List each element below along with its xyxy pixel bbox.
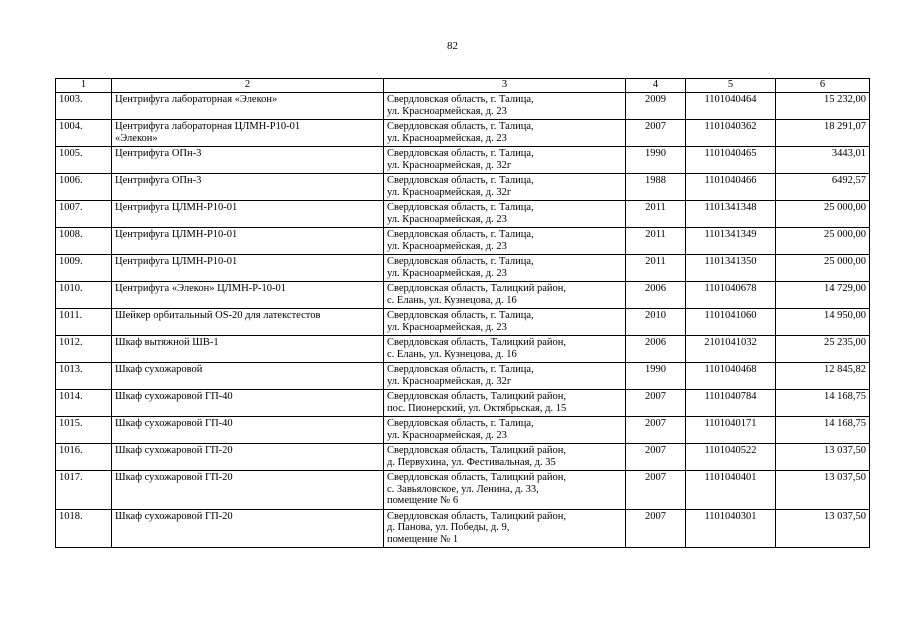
column-header: 4: [626, 79, 686, 93]
item-year: 1990: [626, 147, 686, 174]
row-number: 1013.: [56, 363, 112, 390]
item-value: 18 291,07: [776, 120, 870, 147]
column-header: 2: [112, 79, 384, 93]
table-row: [56, 509, 870, 548]
row-number: 1015.: [56, 417, 112, 444]
table-row: [56, 390, 870, 417]
row-number: 1007.: [56, 201, 112, 228]
item-address: Свердловская область, Талицкий район, с. Елань, ул. Кузнецова, д. 16: [384, 336, 626, 363]
inventory-number: 1101040401: [686, 471, 776, 510]
item-value: 13 037,50: [776, 509, 870, 548]
table-row: [56, 228, 870, 255]
item-name: Шкаф вытяжной ШВ-1: [112, 336, 384, 363]
item-address: Свердловская область, г. Талица, ул. Красноармейская, д. 23: [384, 228, 626, 255]
table-row: [56, 93, 870, 120]
item-name: Центрифуга ОПн-3: [112, 174, 384, 201]
inventory-number: 1101040522: [686, 444, 776, 471]
item-value: 3443,01: [776, 147, 870, 174]
item-address: Свердловская область, г. Талица, ул. Красноармейская, д. 32г: [384, 363, 626, 390]
item-name: Шкаф сухожаровой: [112, 363, 384, 390]
row-number: 1009.: [56, 255, 112, 282]
item-value: 12 845,82: [776, 363, 870, 390]
item-year: 2007: [626, 120, 686, 147]
item-value: 14 729,00: [776, 282, 870, 309]
item-name: Шейкер орбитальный OS-20 для латекстестов: [112, 309, 384, 336]
row-number: 1003.: [56, 93, 112, 120]
item-name: Центрифуга ЦЛМН-Р10-01: [112, 255, 384, 282]
table-row: [56, 120, 870, 147]
inventory-number: 1101040301: [686, 509, 776, 548]
table-row: [56, 282, 870, 309]
item-address: Свердловская область, Талицкий район, пос. Пионерский, ул. Октябрьская, д. 15: [384, 390, 626, 417]
inventory-number: 1101040678: [686, 282, 776, 309]
item-address: Свердловская область, Талицкий район, с. Завьяловское, ул. Ленина, д. 33, помещение № 6: [384, 471, 626, 510]
inventory-number: 1101341349: [686, 228, 776, 255]
inventory-number: 1101341350: [686, 255, 776, 282]
item-address: Свердловская область, г. Талица, ул. Красноармейская, д. 32г: [384, 174, 626, 201]
row-number: 1014.: [56, 390, 112, 417]
item-address: Свердловская область, г. Талица, ул. Красноармейская, д. 23: [384, 93, 626, 120]
inventory-number: 1101040362: [686, 120, 776, 147]
item-year: 1990: [626, 363, 686, 390]
item-name: Шкаф сухожаровой ГП-40: [112, 390, 384, 417]
item-year: 2007: [626, 471, 686, 510]
item-value: 14 168,75: [776, 417, 870, 444]
item-year: 2006: [626, 282, 686, 309]
table-row: [56, 444, 870, 471]
property-registry-table: [55, 78, 870, 548]
row-number: 1008.: [56, 228, 112, 255]
table-row: [56, 309, 870, 336]
item-address: Свердловская область, Талицкий район, д. Панова, ул. Победы, д. 9, помещение № 1: [384, 509, 626, 548]
inventory-number: 1101040171: [686, 417, 776, 444]
item-address: Свердловская область, г. Талица, ул. Красноармейская, д. 23: [384, 255, 626, 282]
item-name: Центрифуга лабораторная «Элекон»: [112, 93, 384, 120]
table-header-row: [56, 79, 870, 93]
item-year: 2007: [626, 509, 686, 548]
inventory-number: 2101041032: [686, 336, 776, 363]
column-header: 6: [776, 79, 870, 93]
row-number: 1005.: [56, 147, 112, 174]
item-name: Шкаф сухожаровой ГП-20: [112, 471, 384, 510]
item-value: 13 037,50: [776, 471, 870, 510]
item-year: 2007: [626, 444, 686, 471]
row-number: 1012.: [56, 336, 112, 363]
item-year: 2009: [626, 93, 686, 120]
row-number: 1018.: [56, 509, 112, 548]
item-address: Свердловская область, г. Талица, ул. Красноармейская, д. 23: [384, 120, 626, 147]
row-number: 1017.: [56, 471, 112, 510]
table-row: [56, 147, 870, 174]
item-year: 1988: [626, 174, 686, 201]
item-name: Центрифуга лабораторная ЦЛМН-Р10-01 «Элекон»: [112, 120, 384, 147]
item-value: 6492,57: [776, 174, 870, 201]
item-value: 14 950,00: [776, 309, 870, 336]
inventory-number: 1101040465: [686, 147, 776, 174]
item-name: Шкаф сухожаровой ГП-20: [112, 444, 384, 471]
item-address: Свердловская область, г. Талица, ул. Красноармейская, д. 32г: [384, 147, 626, 174]
inventory-number: 1101040468: [686, 363, 776, 390]
item-name: Центрифуга ЦЛМН-Р10-01: [112, 228, 384, 255]
inventory-number: 1101041060: [686, 309, 776, 336]
item-name: Центрифуга ЦЛМН-Р10-01: [112, 201, 384, 228]
item-name: Центрифуга «Элекон» ЦЛМН-Р-10-01: [112, 282, 384, 309]
column-header: 1: [56, 79, 112, 93]
item-address: Свердловская область, г. Талица, ул. Красноармейская, д. 23: [384, 201, 626, 228]
item-value: 25 000,00: [776, 201, 870, 228]
inventory-number: 1101040464: [686, 93, 776, 120]
item-name: Шкаф сухожаровой ГП-20: [112, 509, 384, 548]
row-number: 1004.: [56, 120, 112, 147]
column-header: 3: [384, 79, 626, 93]
item-year: 2007: [626, 390, 686, 417]
row-number: 1010.: [56, 282, 112, 309]
page-number: 82: [447, 40, 458, 52]
table-row: [56, 201, 870, 228]
table-row: [56, 255, 870, 282]
table-row: [56, 336, 870, 363]
table-row: [56, 174, 870, 201]
item-value: 14 168,75: [776, 390, 870, 417]
item-value: 15 232,00: [776, 93, 870, 120]
table-row: [56, 417, 870, 444]
inventory-number: 1101040466: [686, 174, 776, 201]
item-year: 2011: [626, 201, 686, 228]
item-address: Свердловская область, Талицкий район, д. Первухина, ул. Фестивальная, д. 35: [384, 444, 626, 471]
item-address: Свердловская область, Талицкий район, с. Елань, ул. Кузнецова, д. 16: [384, 282, 626, 309]
column-header: 5: [686, 79, 776, 93]
row-number: 1006.: [56, 174, 112, 201]
item-year: 2007: [626, 417, 686, 444]
item-address: Свердловская область, г. Талица, ул. Красноармейская, д. 23: [384, 309, 626, 336]
item-value: 25 000,00: [776, 228, 870, 255]
item-year: 2011: [626, 255, 686, 282]
table-row: [56, 363, 870, 390]
inventory-number: 1101040784: [686, 390, 776, 417]
item-year: 2010: [626, 309, 686, 336]
item-year: 2006: [626, 336, 686, 363]
row-number: 1016.: [56, 444, 112, 471]
row-number: 1011.: [56, 309, 112, 336]
item-name: Центрифуга ОПн-3: [112, 147, 384, 174]
item-year: 2011: [626, 228, 686, 255]
item-value: 25 235,00: [776, 336, 870, 363]
inventory-number: 1101341348: [686, 201, 776, 228]
table-row: [56, 471, 870, 510]
item-name: Шкаф сухожаровой ГП-40: [112, 417, 384, 444]
item-value: 13 037,50: [776, 444, 870, 471]
item-value: 25 000,00: [776, 255, 870, 282]
item-address: Свердловская область, г. Талица, ул. Красноармейская, д. 23: [384, 417, 626, 444]
